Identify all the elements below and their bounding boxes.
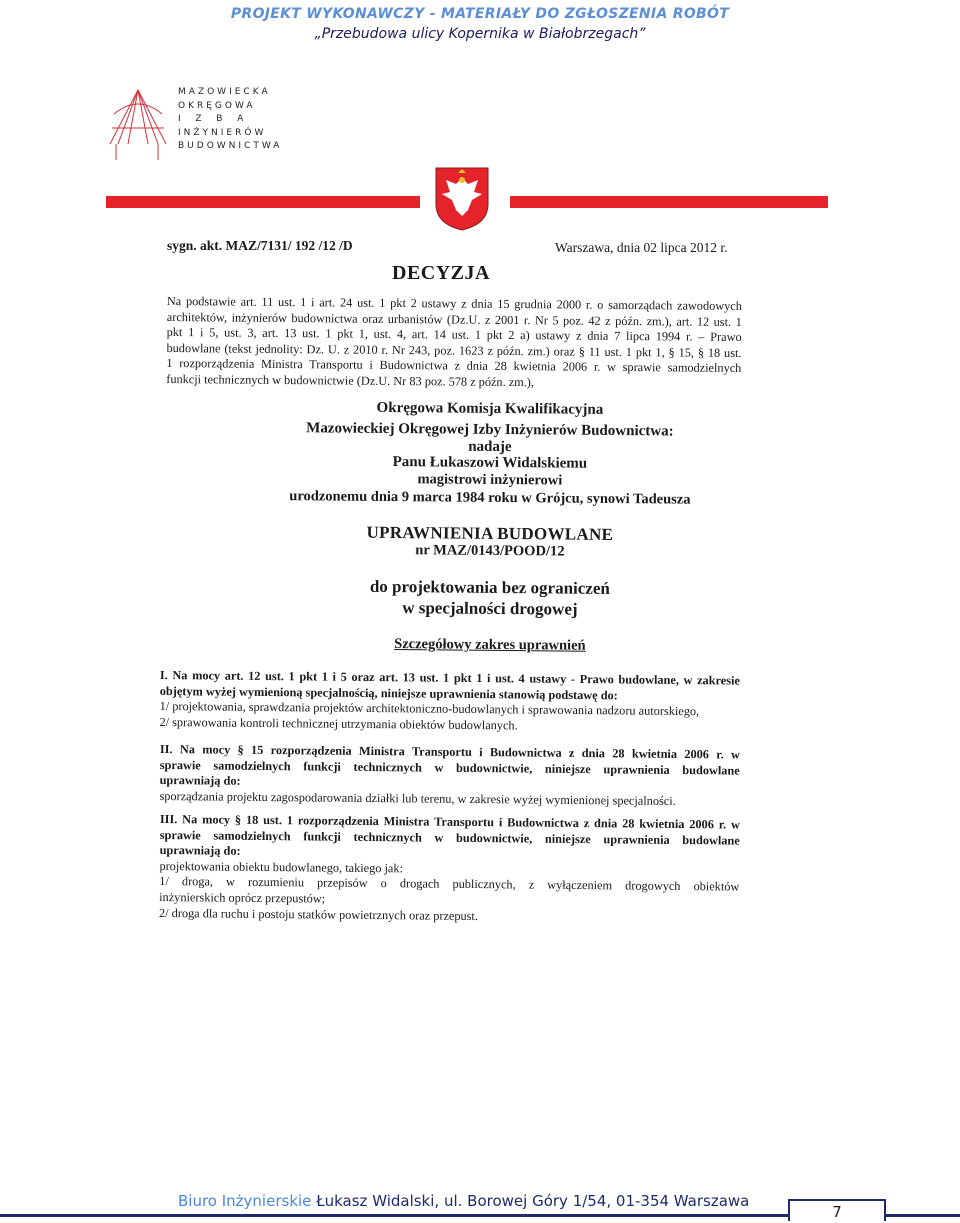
section-line: projektowania obiektu budowlanego, takiego jak: [159,858,404,876]
logo-line: OKRĘGOWA [178,100,256,111]
legal-basis-line: architektów, inżynierów budownictwa oraz urbanistów (Dz.U. z 2001 r. Nr 5 poz. 42 z późn. zm.), art. 12 ust. 1 [166,309,742,329]
logo-line: INŻYNIERÓW [178,127,267,138]
section-line: uprawniają do: [159,773,241,788]
commission-name: Okręgowa Komisja Kwalifikacyjna [376,399,604,418]
legal-basis-line: pkt 1 i 5, ust. 3, art. 13 ust. 1 pkt 1, ust. 4, art. 14 ust. 1 pkt 2 a) ustawy z dnia 7 lipca 1994 r. – Prawo [166,325,742,345]
section-line: sprawie samodzielnych funkcji technicznych w budownictwie, niniejsze uprawnienia budowlane [159,757,740,778]
details-heading: Szczegółowy zakres uprawnień [394,636,586,654]
section-line: 2/ sprawowania kontroli technicznej utrzymania obiektów budowlanych. [159,714,518,733]
section-line: inżynierskich oprócz przepustów; [159,889,326,906]
eagle-crest-icon [432,164,492,232]
section-1 [159,668,740,736]
section-line: II. Na mocy § 15 rozporządzenia Ministra Transportu i Budownictwa z dnia 28 kwietnia 2006 r. w [159,742,740,762]
scope-line-2: w specjalności drogowej [402,598,578,619]
section-line: sporządzania projektu zagospodarowania działki lub terenu, w zakresie wyżej wymienionej specjalności. [159,788,676,808]
footer-brand: Biuro Inżynierskie [178,1192,312,1210]
logo-line: BUDOWNICTWA [178,141,283,151]
section-line: uprawniają do: [159,843,241,858]
page-number: 7 [788,1199,886,1221]
footer-address-text: Łukasz Widalski, ul. Borowej Góry 1/54, 01-354 Warszawa [316,1192,750,1210]
chamber-name: Mazowieckiej Okręgowej Izby Inżynierów Budownictwa: [306,420,674,440]
section-line: objętym wyżej wymienioną specjalnością, niniejsze uprawnienia stanowią podstawę do: [159,683,618,702]
permission-title: UPRAWNIENIA BUDOWLANE [366,522,614,544]
footer-address [178,1192,749,1210]
scope-line-1: do projektowania bez ograniczeń [369,576,610,598]
recipient-birth: urodzonemu dnia 9 marca 1984 roku w Grójcu, synowi Tadeusza [289,488,691,508]
legal-basis [166,294,742,393]
recipient-name: Panu Łukaszowi Widalskiemu [392,454,588,472]
legal-basis-line: Na podstawie art. 11 ust. 1 i art. 24 ust. 1 pkt 2 ustawy z dnia 15 grudnia 2000 r. o samorządach zawodowych [166,294,742,314]
section-line: 1/ droga, w rozumieniu przepisów o drogach publicznych, z wyłączeniem drogowych obiektów [159,874,740,894]
legal-basis-line: 1 rozporządzenia Ministra Transportu i Budownictwa z dnia 28 kwietnia 2006 r. w sprawie samodzielnych [166,356,742,376]
logo-line: MAZOWIECKA [178,87,271,97]
legal-basis-line: funkcji technicznych w budownictwie (Dz.U. Nr 83 poz. 578 z późn. zm.), [166,371,535,390]
grants-word: nadaje [468,438,512,456]
section-line: III. Na mocy § 18 ust. 1 rozporządzenia Ministra Transportu i Budownictwa z dnia 28 kwietnia 2006 r. w [159,812,740,832]
header-title: PROJEKT WYKONAWCZY - MATERIAŁY DO ZGŁOSZENIA ROBÓT [230,6,730,22]
section-line: 1/ projektowania, sprawdzania projektów architektoniczno-budowlanych i sprawowania nadzoru autorskiego, [159,699,700,719]
chamber-logo-text [178,86,282,154]
section-line: 2/ droga dla ruchu i postoju statków powietrznych oraz przepust. [158,905,479,923]
logo-line: I Z B A [178,114,247,124]
section-2 [159,742,740,810]
legal-basis-line: budowlane (tekst jednolity: Dz. U. z 2010 r. Nr 243, poz. 1623 z późn. zm.) oraz § 11 ust. 1 pkt 1, § 15, § 18 ust. [166,340,742,360]
section-line: sprawie samodzielnych funkcji technicznych w budownictwie, niniejsze uprawnienia budowlane [159,827,740,848]
place-date: Warszawa, dnia 02 lipca 2012 r. [555,240,728,255]
section-line: I. Na mocy art. 12 ust. 1 pkt 1 i 5 oraz art. 13 ust. 1 pkt 1 i ust. 4 ustawy - Prawo budowlane, w zakresie [159,668,740,688]
section-3 [159,812,740,927]
document-title: DECYZJA [392,262,490,284]
permission-number: nr MAZ/0143/POOD/12 [415,542,565,560]
header-subtitle: „Przebudowa ulicy Kopernika w Białobrzegach” [314,26,646,42]
case-reference: sygn. akt. MAZ/7131/ 192 /12 /D [167,238,353,253]
recipient-degree: magistrowi inżynierowi [417,471,563,489]
chamber-logo-icon [108,84,168,160]
